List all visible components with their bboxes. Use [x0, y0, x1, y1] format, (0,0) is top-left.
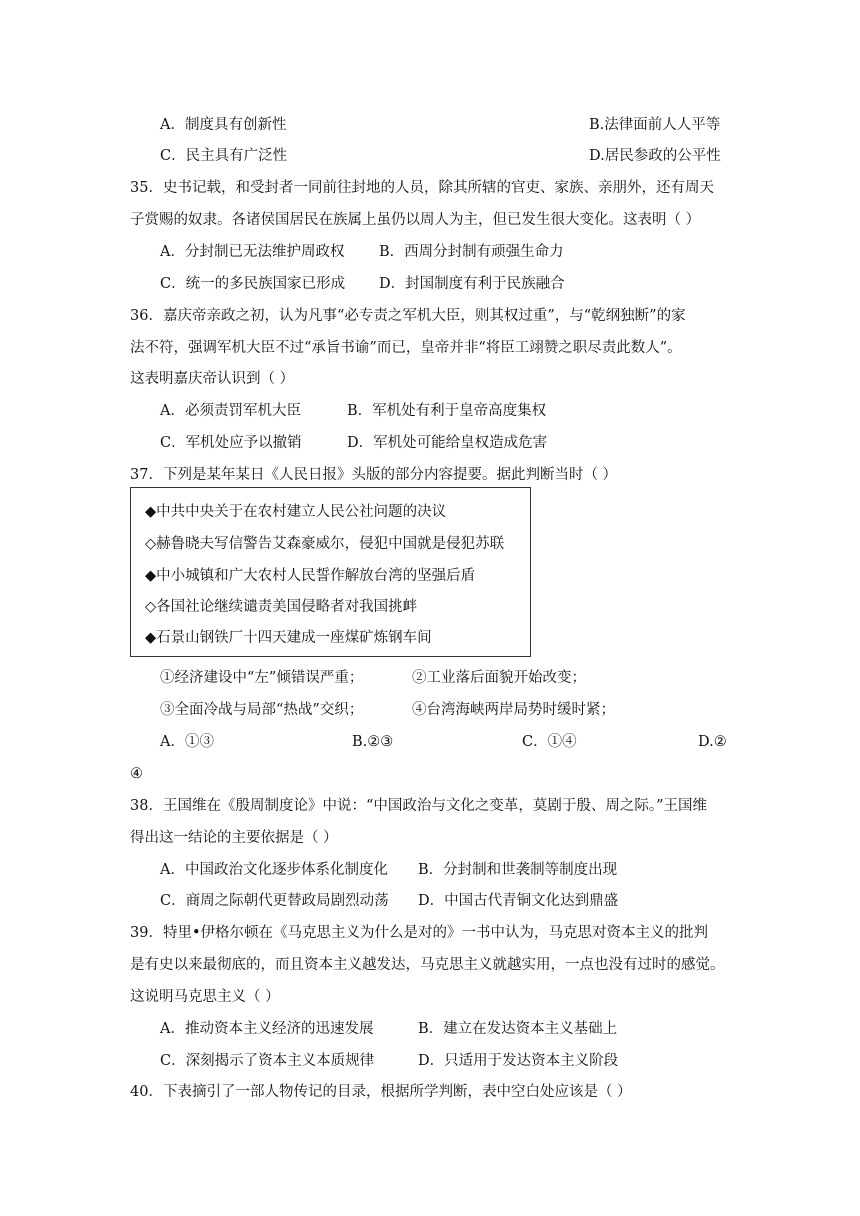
- q39-option-b: B．建立在发达资本主义基础上: [418, 1021, 618, 1037]
- q35-stem-line-1: 35．史书记载，和受封者一同前往封地的人员，除其所辖的官吏、家族、亲朋外，还有周天: [130, 180, 714, 196]
- headline-5: ◆石景山钢铁厂十四天建成一座煤矿炼钢车间: [145, 630, 432, 646]
- q36-option-a: A．必须责罚军机大臣: [160, 403, 301, 419]
- q35-option-b: B．西周分封制有顽强生命力: [379, 244, 564, 260]
- q34-option-d: D.居民参政的公平性: [589, 148, 721, 164]
- q36-stem-line-1: 36．嘉庆帝亲政之初，认为凡事“必专责之军机大臣，则其权过重”，与“乾纲独断”的家: [130, 308, 686, 324]
- headline-2: ◇赫鲁晓夫写信警告艾森豪威尔，侵犯中国就是侵犯苏联: [145, 536, 505, 552]
- q38-option-b: B．分封制和世袭制等制度出现: [418, 862, 618, 878]
- q38-option-c: C．商周之际朝代更替政局剧烈动荡: [160, 893, 389, 909]
- q38-stem-line-1: 38．王国维在《殷周制度论》中说：“中国政治与文化之变革，莫剧于殷、周之际。”王国维: [130, 798, 708, 814]
- q39-option-d: D．只适用于发达资本主义阶段: [418, 1053, 619, 1069]
- q39-stem-line-1: 39．特里•伊格尔顿在《马克思主义为什么是对的》一书中认为，马克思对资本主义的批判: [130, 925, 708, 941]
- headline-4: ◇各国社论继续谴责美国侵略者对我国挑衅: [145, 599, 418, 615]
- q39-stem-line-3: 这说明马克思主义（ ）: [130, 989, 280, 1005]
- q37-stem: 37．下列是某年某日《人民日报》头版的部分内容提要。据此判断当时（ ）: [130, 467, 618, 483]
- q39-option-a: A．推动资本主义经济的迅速发展: [160, 1021, 374, 1037]
- headline-3: ◆中小城镇和广大农村人民誓作解放台湾的坚强后盾: [145, 568, 476, 584]
- q36-option-b: B．军机处有利于皇帝高度集权: [347, 403, 547, 419]
- q37-option-a: A．①③: [160, 734, 214, 750]
- q34-option-c: C．民主具有广泛性: [160, 148, 288, 164]
- q36-option-d: D．军机处可能给皇权造成危害: [347, 435, 548, 451]
- q38-stem-line-2: 得出这一结论的主要依据是（ ）: [130, 830, 338, 846]
- q39-option-c: C．深刻揭示了资本主义本质规律: [160, 1053, 375, 1069]
- q35-option-c: C．统一的多民族国家已形成: [160, 276, 346, 292]
- q37-option-d: D.②: [698, 734, 727, 750]
- q34-option-a: A．制度具有创新性: [160, 117, 287, 133]
- q35-option-a: A．分封制已无法维护周政权: [160, 244, 345, 260]
- q39-stem-line-2: 是有史以来最彻底的，而且资本主义越发达，马克思主义就越实用，一点也没有过时的感觉。: [130, 957, 725, 973]
- q37-statement-1: ①经济建设中“左”倾错误严重；: [160, 670, 364, 686]
- q37-statement-4: ④台湾海峡两岸局势时缓时紧；: [412, 702, 615, 718]
- q37-option-d-wrap: ④: [130, 766, 143, 782]
- q36-stem-line-3: 这表明嘉庆帝认识到（ ）: [130, 371, 295, 387]
- q35-option-d: D．封国制度有利于民族融合: [379, 276, 565, 292]
- q37-statement-3: ③全面冷战与局部“热战”交织；: [160, 702, 364, 718]
- q38-option-a: A．中国政治文化逐步体系化制度化: [160, 862, 388, 878]
- q35-stem-line-2: 子赏赐的奴隶。各诸侯国居民在族属上虽仍以周人为主，但已发生很大变化。这表明（ ）: [130, 212, 701, 228]
- q40-stem: 40．下表摘引了一部人物传记的目录，根据所学判断，表中空白处应该是（ ）: [130, 1084, 632, 1100]
- q37-option-b: B.②③: [352, 734, 394, 750]
- q37-statement-2: ②工业落后面貌开始改变；: [412, 670, 586, 686]
- q37-option-c: C．①④: [522, 734, 577, 750]
- q36-stem-line-2: 法不符，强调军机大臣不过“承旨书谕”而已，皇帝并非“将臣工翊赞之职尽责此数人”。: [130, 340, 682, 356]
- q38-option-d: D．中国古代青铜文化达到鼎盛: [418, 893, 619, 909]
- q34-option-b: B.法律面前人人平等: [589, 117, 721, 133]
- headline-1: ◆中共中央关于在农村建立人民公社问题的决议: [145, 504, 447, 520]
- newspaper-headlines-box: [130, 487, 531, 657]
- q36-option-c: C．军机处应予以撤销: [160, 435, 302, 451]
